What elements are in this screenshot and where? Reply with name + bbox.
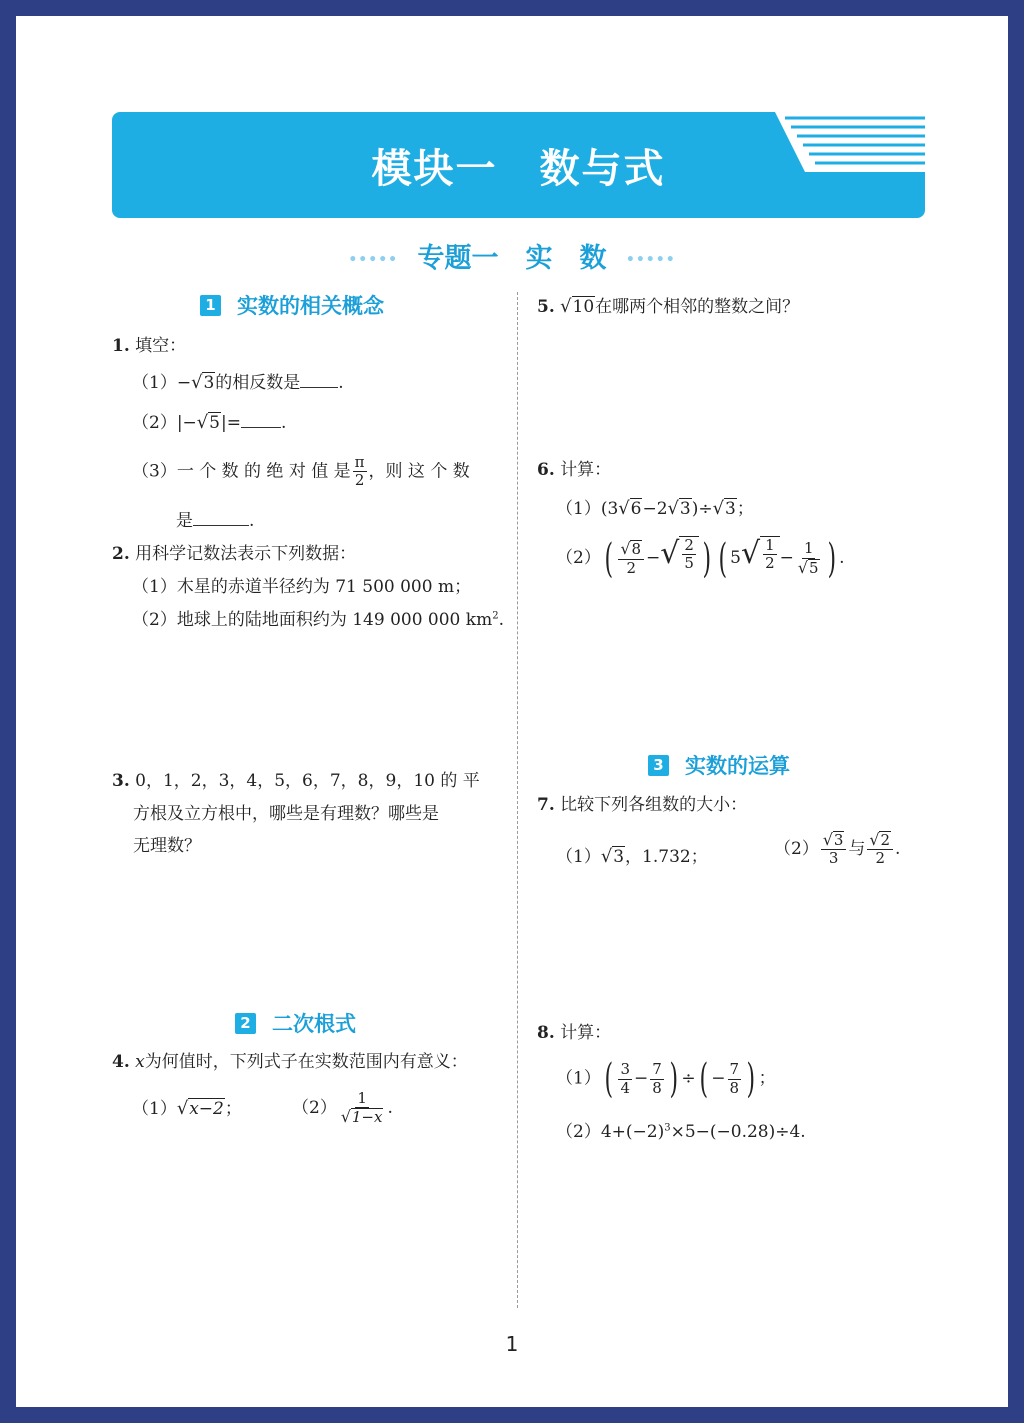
topic-dots-left: ••••• [348,251,399,268]
fraction: √ 8 2 [618,540,644,577]
paren: ( [604,1056,613,1102]
fraction: √ 3 3 [821,831,847,868]
denominator: 4 [620,1078,630,1097]
part-text: −2 [642,499,668,519]
paren: ) [702,535,712,582]
topic-title: 专题一 实 数 [417,243,607,274]
question-text: 填空： [135,336,187,356]
part-text: （1） [132,1099,177,1119]
part-text: （1）(3 [556,499,619,519]
part-text: ×5−(−0.28)÷4. [670,1122,806,1142]
radicand: 2 [880,831,891,849]
denominator: 8 [729,1078,740,1097]
question-text: 0，1，2，3，4，5，6，7，8，9，10 的 平 [135,771,480,791]
denominator: 2 [354,471,365,490]
question-number: 6. [537,460,555,480]
question-1 [112,336,186,356]
part-text: （2）|− [132,413,197,433]
denominator: 5 [684,554,694,573]
paren: ) [669,1056,678,1102]
topic-heading [16,236,1008,275]
topic-dots-right: ••••• [625,251,676,268]
part-text: ，1.732； [625,847,708,867]
question-3 [112,771,480,791]
section-title: 实数的相关概念 [237,294,384,318]
part-text: ； [224,1099,242,1119]
part-text: . [839,548,845,568]
part-text: |= [221,413,241,433]
question-8 [537,1023,611,1043]
part-text: （3）一 个 数 的 绝 对 值 是 [132,461,351,482]
part-text: )÷ [691,499,713,519]
question-text: 在哪两个相邻的整数之间？ [595,297,800,317]
fraction [618,1061,632,1097]
sqrt-expression: √ 3 [712,498,736,519]
question-3-line-3: 无理数？ [133,836,201,856]
answer-blank[interactable] [241,426,281,428]
superscript: 3 [664,1122,671,1134]
radicand: 3 [679,499,691,519]
paren: ) [827,535,836,582]
section-2-heading [235,1008,356,1038]
question-7-part-1 [556,846,708,867]
sqrt-expression: √ 5 [196,412,220,433]
fraction [650,1061,664,1097]
part-text: （1） [556,847,601,867]
radicand: 5 [808,558,819,577]
question-text: 用科学记数法表示下列数据： [135,544,357,564]
question-number: 8. [537,1023,555,1043]
section-title: 实数的运算 [685,754,790,778]
question-7 [537,795,747,815]
numerator: 1 [357,1089,367,1107]
radicand: 3 [725,499,736,519]
question-number: 1. [112,336,130,356]
sqrt-expression: √ 3 [191,372,215,393]
paren: ( [699,1056,708,1102]
sqrt-expression: √ 10 [560,296,595,317]
numerator: 7 [729,1060,740,1079]
paren: ) [746,1056,756,1102]
radicand: 3 [203,373,215,393]
paren: ( [604,535,613,582]
module-banner [112,112,925,218]
part-text: （1）− [132,373,192,393]
variable: x [135,1052,145,1072]
question-number: 2. [112,544,130,564]
column-divider [517,292,518,1308]
part-text: 的相反数是 [215,373,301,393]
part-text: ，则 这 个 数 [368,461,470,482]
banner-stripes [755,112,925,172]
fraction [339,1090,386,1127]
numerator: 7 [652,1060,662,1079]
radicand: 1−x [351,1108,383,1127]
question-7-part-2 [774,831,900,868]
operator: ÷ [681,1068,696,1089]
question-8-part-2 [556,1122,806,1142]
part-text: . [895,838,901,859]
coefficient: 5 [730,548,741,568]
part-text: （1） [556,1068,601,1089]
part-text: . [280,413,287,433]
sqrt-fraction: √ $\frac{1}{2}$ [741,536,780,573]
section-3-heading [648,750,790,780]
question-text: 为何值时，下列式子在实数范围内有意义： [144,1052,468,1072]
question-2 [112,544,356,564]
paren: ( [718,535,727,582]
part-text: （2） [556,548,601,568]
radicand: 8 [631,540,642,559]
sqrt-expression: √ 6 [618,498,642,519]
question-text: 计算： [560,1023,612,1043]
radicand: 3 [833,831,844,849]
module-title: 模块一 数与式 [371,145,666,192]
sqrt-fraction: √ $\frac{2}{5}$ [660,536,699,573]
question-2-part-1: （1）木星的赤道半径约为 71 500 000 m； [132,577,472,597]
part-text: . [387,1097,393,1118]
denominator: 8 [652,1078,662,1097]
part-text: 是 [176,511,193,531]
part-text: ； [736,499,754,519]
question-number: 3. [112,771,130,791]
sqrt-expression: √ 1−x [340,1107,383,1127]
part-text: （2） [774,838,819,859]
part-text: （2）4+(−2) [556,1122,665,1142]
part-text: . [498,610,504,630]
question-number: 5. [537,297,555,317]
fraction: √ 2 2 [867,831,893,868]
question-number: 4. [112,1052,130,1072]
radicand: 10 [572,297,595,317]
page-number: 1 [505,1332,519,1356]
question-2-part-2 [132,610,504,630]
part-text: ； [758,1068,776,1089]
part-text: 与 [848,838,866,859]
denominator: 2 [626,558,636,577]
question-1-part-3 [132,454,470,490]
fraction [728,1061,742,1097]
numerator: 3 [620,1060,630,1079]
question-4 [112,1052,468,1072]
sqrt-expression: √ 3 [667,498,691,519]
question-6 [537,460,611,480]
question-3-line-2: 方根及立方根中，哪些是有理数？哪些是 [133,804,439,824]
radicand: x−2 [189,1099,224,1119]
answer-blank[interactable] [300,386,338,388]
fraction: 1 √ 5 [797,539,819,577]
answer-blank[interactable] [193,524,249,526]
question-4-part-2 [292,1090,393,1127]
superscript: 2 [492,610,499,622]
section-number-badge: 1 [200,295,221,316]
denominator: 3 [828,849,839,868]
question-6-part-1 [556,498,754,519]
page [16,16,1008,1407]
section-1-heading [200,290,384,320]
radicand: 3 [613,847,625,867]
fraction [353,454,367,490]
question-1-part-2 [132,412,286,433]
question-text: 计算： [560,460,612,480]
question-number: 7. [537,795,555,815]
part-text: （2）地球上的陆地面积约为 149 000 000 km [132,610,493,630]
sqrt-expression: √ x−2 [176,1098,224,1119]
question-text: 比较下列各组数的大小： [560,795,748,815]
section-number-badge: 2 [235,1013,256,1034]
radicand: 6 [630,499,642,519]
part-text: . [249,511,255,531]
question-4-part-1 [132,1098,242,1119]
denominator: 2 [765,554,775,573]
part-text: （2） [292,1097,337,1118]
numerator: 1 [765,536,775,554]
section-title: 二次根式 [272,1012,356,1036]
radicand: 5 [209,413,220,433]
question-8-part-1: （1）( $\frac{3}{4}$ − $\frac{7}{8}$ ) ÷( − $\frac{7}{8}$ ) ； [556,1056,776,1102]
question-1-part-3-cont [176,511,254,531]
section-number-badge: 3 [648,755,669,776]
denominator: 2 [875,849,885,868]
numerator: π [354,453,365,471]
question-1-part-1 [132,372,344,393]
part-text: . [338,373,344,393]
numerator: 1 [803,539,814,558]
numerator: 2 [684,536,694,554]
question-6-part-2: （2）( √ 8 2 − √ $\frac{2}{5}$ ) ( 5 √ $\frac{1}{2}$ − 1 √ 5 ) . [556,535,845,582]
sqrt-expression: √ 3 [600,846,625,867]
question-5 [537,296,799,317]
